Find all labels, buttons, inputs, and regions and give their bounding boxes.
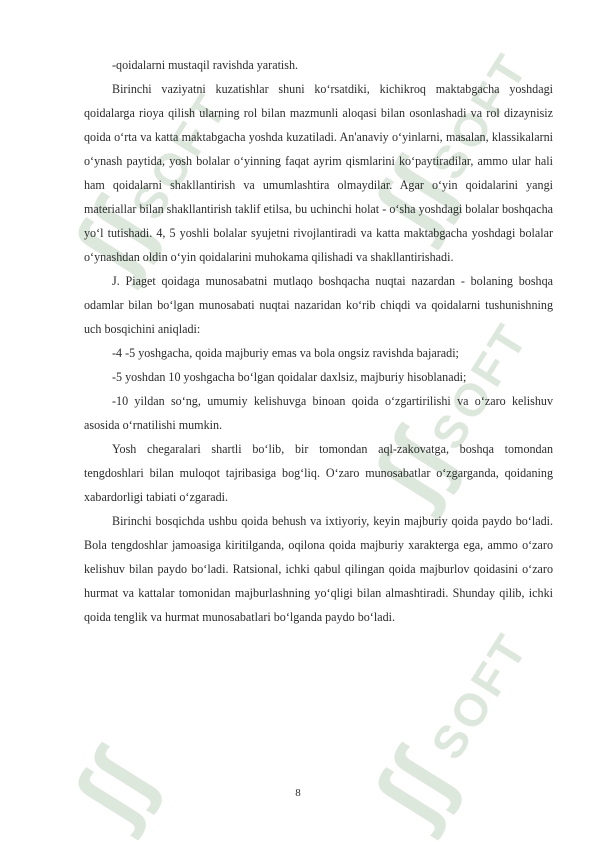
paragraph: -qoidalarni mustaqil ravishda yaratish. [112, 58, 299, 72]
document-body [84, 53, 553, 629]
page-number: 8 [295, 787, 301, 799]
paragraph: -10 yildan soʻng, umumiy kelishuvga binoan qoida oʻzgartirilishi va oʻzaro kelishuv asosida oʻrnatilishi mumkin. [84, 394, 553, 432]
watermark-logo: ʃʃ [355, 146, 473, 251]
watermark-text: SOFT [420, 42, 539, 189]
paragraph: J. Piaget qoidaga munosabatni mutlaqo boshqacha nuqtai nazardan - bolaning boshqa odamlar bilan boʻlgan munosabati nuqtai nazaridan koʻrib chiqdi va qoidalarni tushunishning uch bosqichini aniqladi: [84, 274, 553, 336]
paragraph: Birinchi bosqichda ushbu qoida behush va ixtiyoriy, keyin majburiy qoida paydo boʻladi. Bola tengdoshlar jamoasiga kiritilganda, oqilona qoida majburiy xarakterga ega, ammo oʻzaro kelishuv bilan paydo boʻladi. Ratsional, ichki qabul qilingan qoida majburlov qoidasini oʻzaro hurmat va kattalar tomonidan majburlashning yoʻqligi bilan almashtiradi. Shunday qilib, ichki qoida tenglik va hurmat munosabatlari boʻlganda paydo boʻladi. [84, 514, 553, 624]
watermark-text: SOFT [120, 82, 239, 229]
watermark-logo: ʃʃ [355, 736, 473, 841]
paragraph: Birinchi vaziyatni kuzatishlar shuni koʻrsatdiki, kichikroq maktabgacha yoshdagi qoidalarga rioya qilish ularning rol bilan mazmunli aloqasi bilan osonlashadi va rol dizaynisiz qoida oʻrta va katta maktabgacha yoshda kuzatiladi. An'anaviy oʻyinlarni, masalan, klassikalarni oʻynash paytida, yosh bolalar oʻyinning faqat ayrim qismlarini koʻpaytiradilar, ammo ular hali ham qoidalarni shakllantirish va umumlashtira olmaydilar. Agar oʻyin qoidalarini yangi materiallar bilan shakllantirish taklif etilsa, bu uchinchi holat - oʻsha yoshdagi bolalar boshqacha yoʻl tutishadi. 4, 5 yoshli bolalar syujetni rivojlantiradi va katta maktabgacha yoshdagi bolalar oʻynashdan oldin oʻyin qoidalarini muhokama qilishadi va shakllantirishadi. [84, 82, 553, 264]
watermark-text: SOFT [420, 622, 539, 769]
watermark-logo: ʃʃ [55, 186, 173, 291]
paragraph: Yosh chegaralari shartli boʻlib, bir tomondan aql-zakovatga, boshqa tomondan tengdoshlari bilan muloqot tajribasiga bogʻliq. Oʻzaro munosabatlar oʻzgarganda, qoidaning xabardorligi tabiati oʻzgaradi. [84, 442, 553, 504]
watermark-text: SOFT [420, 312, 539, 459]
paragraph: -4 -5 yoshgacha, qoida majburiy emas va bola ongsiz ravishda bajaradi; [112, 346, 459, 360]
paragraph: -5 yoshdan 10 yoshgacha boʻlgan qoidalar daxlsiz, majburiy hisoblanadi; [112, 370, 467, 384]
watermark-logo: ʃʃ [355, 416, 473, 521]
watermark-logo: ʃʃ [55, 736, 173, 841]
